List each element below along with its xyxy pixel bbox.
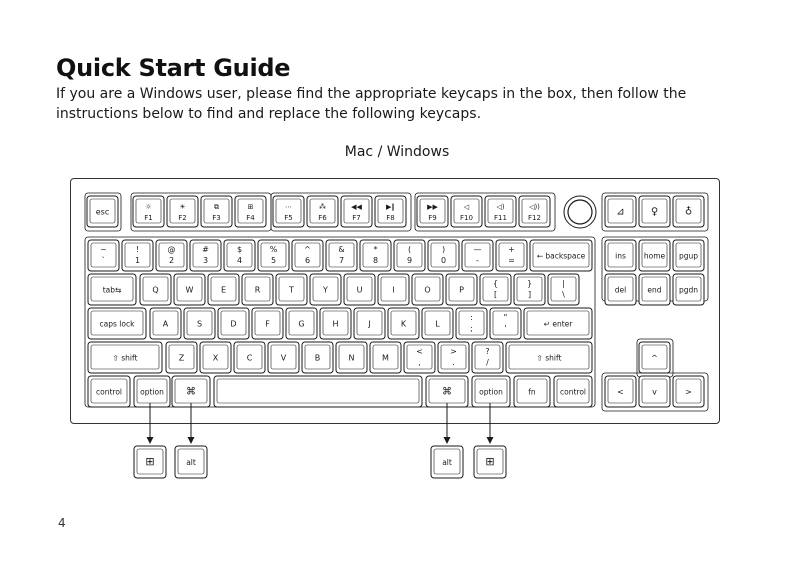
key-legend: M — [382, 353, 389, 363]
key-left-option — [134, 376, 170, 407]
key-legend: { — [492, 279, 499, 288]
key-quote — [490, 308, 521, 339]
key-r — [242, 274, 273, 305]
brightness-up-icon: ☀ — [179, 203, 186, 211]
key-right-control — [554, 376, 592, 407]
key-legend: F12 — [528, 214, 541, 222]
key-legend: F5 — [284, 214, 293, 222]
key-pgdn — [673, 274, 704, 305]
key-base-legend: 6 — [304, 256, 311, 265]
key-legend: F9 — [428, 214, 437, 222]
key-8 — [360, 240, 391, 271]
key-shift-legend: @ — [167, 245, 176, 254]
key-f10 — [451, 196, 482, 227]
key-base-legend: 8 — [372, 256, 379, 265]
key-symbol — [496, 240, 527, 271]
key-legend: H — [332, 319, 339, 329]
key-shift-legend: ! — [135, 245, 140, 254]
key-legend: home — [643, 251, 666, 261]
key-legend: W — [185, 285, 194, 295]
key-legend: < — [416, 347, 423, 356]
key-p — [446, 274, 477, 305]
key-legend: esc — [95, 207, 110, 217]
keycap-outline — [273, 196, 304, 227]
key-right-option — [472, 376, 510, 407]
key-legend: ← backspace — [536, 251, 586, 261]
key-legend: ⇧ shift — [112, 353, 138, 363]
key-enter — [524, 308, 592, 339]
key-tab — [88, 274, 136, 305]
key-right-shift — [506, 342, 592, 373]
key-z — [166, 342, 197, 373]
key-symbol — [462, 240, 493, 271]
key-legend: fn — [528, 387, 536, 397]
key-legend: F2 — [178, 214, 187, 222]
key-base-legend: 3 — [202, 256, 209, 265]
key-f4 — [235, 196, 266, 227]
key-legend: end — [647, 285, 662, 295]
arrow-command-to-alt-right-head — [444, 437, 451, 444]
key-shift-legend: ~ — [100, 245, 107, 254]
keycap-outline — [167, 196, 198, 227]
key-legend: } — [526, 279, 533, 288]
key-i — [378, 274, 409, 305]
key-legend: F1 — [144, 214, 153, 222]
key-legend: ; — [470, 324, 473, 333]
key-legend: . — [452, 358, 455, 367]
key-backslash — [548, 274, 579, 305]
keycap-outline — [375, 196, 406, 227]
key-legend: V — [280, 353, 287, 363]
key-legend: E — [220, 285, 227, 295]
key-legend: ↵ enter — [543, 319, 573, 329]
keycap-outline — [214, 376, 422, 407]
key-left-bracket — [480, 274, 511, 305]
key-legend: N — [348, 353, 355, 363]
key-7 — [326, 240, 357, 271]
key-legend: L — [435, 319, 440, 329]
key-base-legend: 2 — [168, 256, 175, 265]
arrow-option-to-windows-right-head — [487, 437, 494, 444]
intro-paragraph: If you are a Windows user, please find the appropriate keycaps in the box, then follow the instructions below to find and replace the following keycaps. — [56, 86, 687, 122]
key-legend: ' — [504, 324, 507, 333]
key-del — [605, 274, 636, 305]
key-shift-legend: & — [338, 245, 345, 254]
key-backspace — [530, 240, 592, 271]
key-legend: ^ — [651, 353, 658, 363]
key-q — [140, 274, 171, 305]
key-base-legend: 1 — [134, 256, 141, 265]
key-legend: F10 — [460, 214, 473, 222]
key-legend: , — [418, 358, 421, 367]
key-legend: D — [230, 319, 237, 329]
key-legend: A — [162, 319, 169, 329]
key-x — [200, 342, 231, 373]
page-number: 4 — [58, 516, 66, 530]
key-base-legend: 7 — [338, 256, 345, 265]
key-shift-legend: $ — [236, 245, 243, 254]
key-legend: : — [470, 313, 473, 322]
key-arrow-left — [605, 376, 636, 407]
key-slash — [472, 342, 503, 373]
key-grave — [88, 240, 119, 271]
replacement-key-windows — [134, 446, 166, 478]
key-legend: F6 — [318, 214, 327, 222]
key-legend: R — [254, 285, 261, 295]
keyboard-light-up-icon: ⁂ — [319, 203, 326, 211]
key-home — [639, 240, 670, 271]
key-ins — [605, 240, 636, 271]
replacement-key-windows — [474, 446, 506, 478]
key-legend: I — [392, 285, 395, 295]
key-shift-legend: % — [269, 245, 278, 254]
key-6 — [292, 240, 323, 271]
key-legend: F8 — [386, 214, 395, 222]
key-b — [302, 342, 333, 373]
key-m — [370, 342, 401, 373]
key-a — [150, 308, 181, 339]
key-semicolon — [456, 308, 487, 339]
key-f1 — [133, 196, 164, 227]
key-shift-legend: ^ — [304, 245, 311, 254]
key-v — [268, 342, 299, 373]
keycap-outline — [307, 196, 338, 227]
key-3 — [190, 240, 221, 271]
key-shift-legend: # — [202, 245, 209, 254]
key-legend: pgdn — [678, 285, 699, 295]
key-o — [412, 274, 443, 305]
key-f12 — [519, 196, 550, 227]
key-legend: < — [617, 387, 624, 397]
key-legend: | — [562, 279, 565, 288]
key-legend: ⌘ — [186, 386, 196, 398]
key-n — [336, 342, 367, 373]
key-l — [422, 308, 453, 339]
key-s — [184, 308, 215, 339]
launchpad-icon: ⊞ — [247, 203, 254, 211]
key-arrow-down — [639, 376, 670, 407]
key-legend: C — [246, 353, 253, 363]
key-comma — [404, 342, 435, 373]
key-legend: F7 — [352, 214, 361, 222]
key-right-command — [426, 376, 468, 407]
key-left-control — [88, 376, 130, 407]
key-legend: O — [424, 285, 431, 295]
key-c — [234, 342, 265, 373]
key-legend: \ — [562, 290, 565, 299]
key-base-legend: 9 — [406, 256, 413, 265]
key-left-shift — [88, 342, 162, 373]
key-base-legend: 4 — [236, 256, 243, 265]
key-shift-legend: ( — [407, 245, 412, 254]
key-9 — [394, 240, 425, 271]
key-1 — [122, 240, 153, 271]
light-icon: ♁ — [684, 206, 693, 218]
play-pause-icon: ▶‖ — [386, 203, 395, 211]
key-legend: v — [652, 387, 657, 397]
key-legend: control — [96, 387, 122, 397]
key-esc — [87, 196, 118, 227]
key-legend: B — [314, 353, 321, 363]
key-light — [673, 196, 704, 227]
key-legend: > — [685, 387, 692, 397]
rewind-icon: ◀◀ — [351, 203, 362, 211]
key-5 — [258, 240, 289, 271]
key-shift-legend: * — [373, 245, 378, 254]
key-legend: option — [479, 387, 503, 397]
key-e — [208, 274, 239, 305]
key-base-legend: - — [476, 256, 479, 265]
key-legend: F — [265, 319, 270, 329]
keyboard-light-down-icon: ⋯ — [285, 203, 292, 211]
key-legend: [ — [493, 290, 498, 299]
keycap-outline — [451, 196, 482, 227]
key-legend: ins — [615, 251, 626, 261]
windows-icon: ⊞ — [145, 455, 155, 468]
replacement-key-alt — [175, 446, 207, 478]
keycap-outline — [235, 196, 266, 227]
key-caps-lock — [88, 308, 146, 339]
key-f — [252, 308, 283, 339]
key-legend: ? — [485, 347, 490, 356]
key-d — [218, 308, 249, 339]
key-h — [320, 308, 351, 339]
siri-icon: ♀ — [650, 206, 659, 218]
key-u — [344, 274, 375, 305]
fast-forward-icon: ▶▶ — [427, 203, 438, 211]
keycap-outline — [341, 196, 372, 227]
key-y — [310, 274, 341, 305]
key-g — [286, 308, 317, 339]
key-t — [276, 274, 307, 305]
key-f5 — [273, 196, 304, 227]
page-title: Quick Start Guide — [56, 54, 291, 82]
key-legend: ] — [527, 290, 532, 299]
key-f8 — [375, 196, 406, 227]
key-f2 — [167, 196, 198, 227]
key-shift-legend: + — [508, 245, 515, 254]
key-base-legend: ` — [101, 256, 106, 265]
key-f7 — [341, 196, 372, 227]
keycap-outline — [133, 196, 164, 227]
key-legend: del — [614, 285, 627, 295]
key-legend: caps lock — [99, 319, 135, 329]
key-siri — [639, 196, 670, 227]
key-legend: / — [486, 358, 489, 367]
key-legend: K — [400, 319, 407, 329]
key-legend: F3 — [212, 214, 221, 222]
key-0 — [428, 240, 459, 271]
screenshot-icon: ⊿ — [616, 206, 625, 218]
key-f6 — [307, 196, 338, 227]
key-legend: pgup — [678, 251, 699, 261]
key-legend: ⇧ shift — [536, 353, 562, 363]
key-base-legend: 5 — [270, 256, 277, 265]
key-legend: X — [212, 353, 219, 363]
key-right-bracket — [514, 274, 545, 305]
arrow-option-to-windows-head — [147, 437, 154, 444]
key-legend: tab⇆ — [102, 285, 122, 295]
key-legend: G — [298, 319, 305, 329]
brightness-down-icon: ☼ — [145, 203, 152, 211]
key-legend: F4 — [246, 214, 255, 222]
mute-icon: ◁ — [463, 203, 470, 211]
key-base-legend: = — [508, 256, 515, 265]
key-fn — [514, 376, 550, 407]
key-arrow-right — [673, 376, 704, 407]
key-legend: T — [289, 285, 294, 295]
key-w — [174, 274, 205, 305]
replacement-key-alt — [431, 446, 463, 478]
key-legend: alt — [186, 458, 196, 467]
key-legend: F11 — [494, 214, 507, 222]
key-legend: U — [356, 285, 363, 295]
key-legend: Z — [178, 353, 185, 363]
keycap-outline — [201, 196, 232, 227]
key-legend: Y — [323, 285, 328, 295]
mission-control-icon: ⧉ — [214, 203, 219, 211]
key-f9 — [417, 196, 448, 227]
volume-down-icon: ◁) — [496, 203, 505, 211]
key-shift-legend: ) — [441, 245, 446, 254]
key-arrow-up — [639, 342, 670, 373]
key-base-legend: 0 — [440, 256, 447, 265]
key-legend: ⌘ — [442, 386, 452, 398]
key-legend: alt — [442, 458, 452, 467]
key-legend: Q — [152, 285, 159, 295]
keycap-outline — [519, 196, 550, 227]
layout-mode-label: Mac / Windows — [344, 144, 450, 160]
key-k — [388, 308, 419, 339]
key-legend: " — [503, 313, 508, 322]
key-period — [438, 342, 469, 373]
key-pgup — [673, 240, 704, 271]
key-legend: P — [459, 285, 464, 295]
windows-icon: ⊞ — [485, 455, 495, 468]
key-f11 — [485, 196, 516, 227]
arrow-command-to-alt-head — [188, 437, 195, 444]
key-legend: control — [560, 387, 586, 397]
key-legend: option — [140, 387, 164, 397]
volume-up-icon: ◁)) — [529, 203, 540, 211]
key-2 — [156, 240, 187, 271]
key-left-command — [172, 376, 210, 407]
key-shift-legend: — — [473, 245, 482, 254]
key-f3 — [201, 196, 232, 227]
keycap-outline — [417, 196, 448, 227]
key-legend: S — [196, 319, 203, 329]
key-legend: J — [368, 319, 371, 329]
keycap-outline — [485, 196, 516, 227]
key-4 — [224, 240, 255, 271]
key-end — [639, 274, 670, 305]
key-j — [354, 308, 385, 339]
key-screenshot — [605, 196, 636, 227]
key-legend: > — [450, 347, 457, 356]
key-spacebar — [214, 376, 422, 407]
rotary-knob — [564, 196, 596, 228]
